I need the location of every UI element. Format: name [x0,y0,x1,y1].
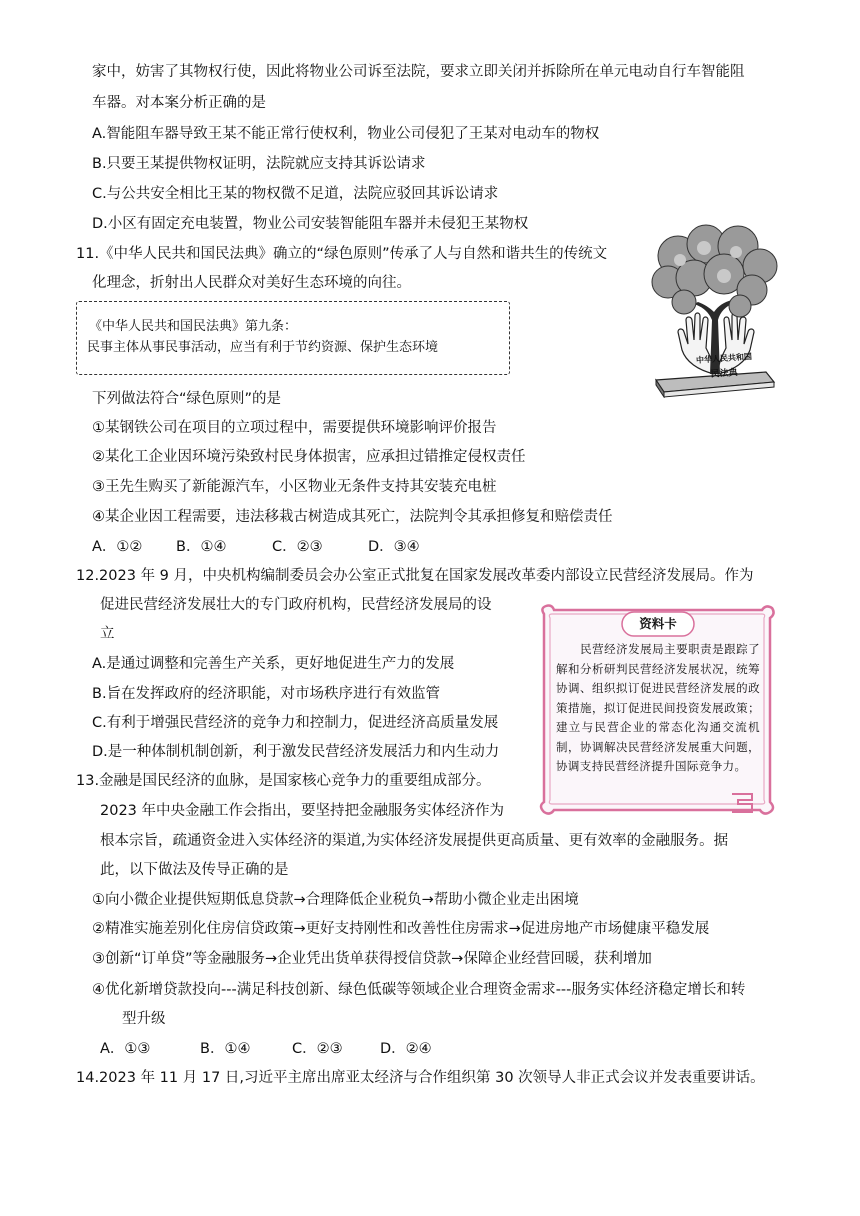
q10-option-d: D.小区有固定充电装置，物业公司安装智能阻车器并未侵犯王某物权 [92,216,529,232]
q10-option-c: C.与公共安全相比王某的物权微不足道，法院应驳回其诉讼请求 [92,186,499,202]
q10-stem-line1: 家中，妨害了其物权行使，因此将物业公司诉至法院，要求立即关闭并拆除所在单元电动自行车智能阻 [92,64,745,80]
q11-question: 下列做法符合“绿色原则”的是 [92,391,282,407]
q11-choice-a: A．①② [92,539,143,555]
q13-choice-c: C．②③ [292,1041,343,1057]
q11-item-4: ④某企业因工程需要，违法移栽古树造成其死亡，法院判令其承担修复和赔偿责任 [92,509,613,525]
q11-choice-c: C．②③ [272,539,323,555]
q12-stem-line2: 促进民营经济发展壮大的专门政府机构，民营经济发展局的设 [100,597,492,613]
q12-stem-line3: 立 [100,626,115,642]
q13-stem-line2: 2023 年中央金融工作会指出，要坚持把金融服务实体经济作为 [100,803,505,819]
q10-stem-line2: 车器。对本案分析正确的是 [92,95,266,111]
q11-item-2: ②某化工企业因环境污染致村民身体损害，应承担过错推定侵权责任 [92,449,526,465]
q10-option-a: A.智能阻车器导致王某不能正常行使权利，物业公司侵犯了王某对电动车的物权 [92,126,600,142]
q13-choice-d: D．②④ [380,1041,432,1057]
q11-stem-line1: 11.《中华人民共和国民法典》确立的“绿色原则”传承了人与自然和谐共生的传统文 [76,246,608,262]
q11-choice-b: B．①④ [176,539,227,555]
q12-option-a: A.是通过调整和完善生产关系，更好地促进生产力的发展 [92,656,455,672]
q12-stem-line1: 12.2023 年 9 月，中央机构编制委员会办公室正式批复在国家发展改革委内部设立民营经济发展局。作为 [76,568,754,584]
q11-stem-line2: 化理念，折射出人民群众对美好生态环境的向往。 [92,275,411,291]
q13-stem-line4: 此，以下做法及传导正确的是 [100,862,289,878]
q10-option-b: B.只要王某提供物权证明，法院就应支持其诉讼请求 [92,156,426,172]
q12-option-d: D.是一种体制机制创新，利于激发民营经济发展活力和内生动力 [92,744,500,760]
book-cover-label-title: 民法典 [710,368,738,380]
civil-code-tree-illustration [648,224,782,398]
q13-item-3: ③创新“订单贷”等金融服务→企业凭出货单获得授信贷款→保障企业经营回暖，获利增加 [92,951,652,967]
q13-item-2: ②精准实施差别化住房信贷政策→更好支持刚性和改善性住房需求→促进房地产市场健康平稳发展 [92,921,710,937]
q13-stem-line3: 根本宗旨，疏通资金进入实体经济的渠道,为实体经济发展提供更高质量、更有效率的金融服务。据 [100,833,729,849]
book-cover-label-small: 中华人民共和国 [695,351,753,365]
q13-item-4-line2: 型升级 [122,1011,166,1027]
q13-choice-b: B．①④ [200,1041,251,1057]
q13-item-1: ①向小微企业提供短期低息贷款→合理降低企业税负→帮助小微企业走出困境 [92,892,579,908]
quote-box-line2: 民事主体从事民事活动，应当有利于节约资源、保护生态环境 [87,340,439,355]
q14-stem-line1: 14.2023 年 11 月 17 日,习近平主席出席亚太经济与合作组织第 30 次领导人非正式会议并发表重要讲话。 [76,1070,765,1086]
q11-item-1: ①某钢铁公司在项目的立项过程中，需要提供环境影响评价报告 [92,420,497,436]
info-card [536,602,778,818]
q11-item-3: ③王先生购买了新能源汽车，小区物业无条件支持其安装充电桩 [92,479,497,495]
civil-code-quote-box [76,301,510,375]
q13-stem-line1: 13.金融是国民经济的血脉，是国家核心竞争力的重要组成部分。 [76,773,491,789]
info-card-text: 民营经济发展局主要职责是跟踪了解和分析研判民营经济发展状况，统筹协调、组织拟订促进民营经济发展的政策措施，拟订促进民间投资发展政策；建立与民营企业的常态化沟通交流机制，协调解决民营经济发展重大问题，协调支持民营经济提升国际竞争力。 [556,642,760,773]
q12-option-b: B.旨在发挥政府的经济职能，对市场秩序进行有效监管 [92,686,441,702]
q13-item-4-line1: ④优化新增贷款投向---满足科技创新、绿色低碳等领域企业合理资金需求---服务实体经济稳定增长和转 [92,982,746,998]
q12-option-c: C.有利于增强民营经济的竞争力和控制力，促进经济高质量发展 [92,715,499,731]
info-card-title: 资料卡 [639,616,677,631]
quote-box-line1: 《中华人民共和国民法典》第九条： [89,319,298,334]
q13-choice-a: A．①③ [100,1041,151,1057]
q11-choice-d: D．③④ [368,539,420,555]
